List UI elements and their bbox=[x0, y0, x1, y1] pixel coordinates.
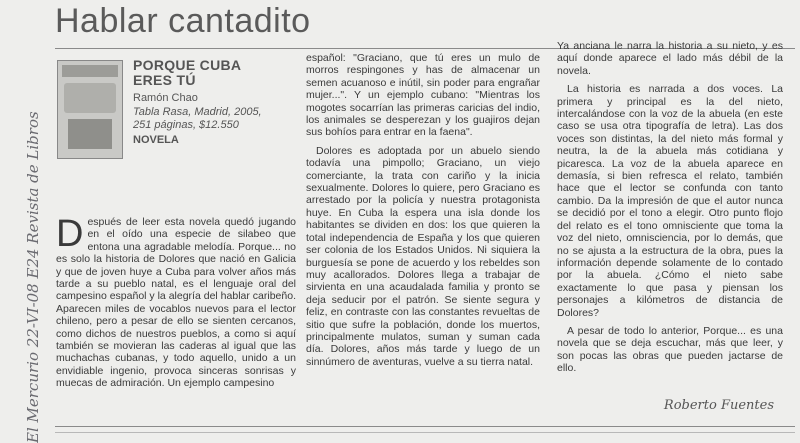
bottom-rule bbox=[55, 426, 795, 427]
book-cover-image bbox=[57, 60, 123, 159]
article-column-3 bbox=[557, 40, 783, 381]
paragraph: Ya anciana le narra la historia a su nieto, y es aquí donde aparece el lado más débil de la novela. bbox=[557, 40, 783, 77]
paragraph: español: "Graciano, que tú eres un mulo de morros respingones y has de almacenar un semen acuanoso e inútil, sin poder para engrañar mujer...". Y un ejemplo cubano: "Mientras los mogotes socarrían las primeras caricias del indio, los animales se desperezan y los guajiros dejan sus bohíos para entrar en la faena". bbox=[306, 52, 540, 139]
author-signature: Roberto Fuentes bbox=[663, 398, 774, 413]
paragraph bbox=[56, 213, 296, 390]
paragraph: A pesar de todo lo anterior, Porque... es una novela que se deja escuchar, más que leer, y son pocas las obras que pueden jactarse de ello. bbox=[557, 324, 783, 375]
paragraph: La historia es narrada a dos voces. La primera y principal es la del nieto, intercalándose con la voz de la abuela (en este caso se usa otra tipografía de letra). Las dos voces son distintas, la del nieto más formal y neutra, la de la abuela más cotidiana y picaresca. La voz de la abuela aparece en demasía, si bien refresca el relato, también hace que el lector se confunda con tanto cambio. Da la impresión de que el autor nunca se decidió por el tono a elegir. Otro punto flojo del relato es el tono omnisciente que toma la voz del nieto, omnisciencia, por lo demás, que no se ajusta a la estructura de la obra, pues la información depende solamente de lo contado por la abuela. ¿Cómo el nieto sabe exactamente lo que pasa y piensan los personajes a kilómetros de distancia de Dolores? bbox=[557, 83, 783, 319]
paragraph: Dolores es adoptada por un abuelo siendo todavía una pimpollo; Graciano, un viejo comerciante, la trata con cariño y la inicia sexualmente. Dolores lo quiere, pero Graciano es arrestado por la policía y nuestra protagonista huye. En Cuba la espera una isla donde los habitantes se dividen en dos: los que quieren la total independencia de España y los que quieren ser colonia de los Estados Unidos. Ni siquiera la burguesía se pone de acuerdo y los rebeldes son muy acallorados. Dolores llega a trabajar de sirvienta en una acaudalada familia y pronto se deja seducir por el patrón. Se siente segura y feliz, en contraste con las constantes revueltas de sitio que sufre la población, donde los muertos, principalmente mulatos, suman y suman cada día. Dolores, años más tarde y luego de un sinnúmero de aventuras, vuelve a su tierra natal. bbox=[306, 144, 540, 368]
drop-cap: D bbox=[56, 213, 84, 255]
paragraph-text: espués de leer esta novela quedó jugando en el oído una especie de silabeo que entona una agradable melodía. Porque... no es solo la historia de Dolores que nació en Galicia y que de joven huye a Cuba para volver años más tarde a su pueblo natal, es el lenguaje oral del campesino español y la alegría del hablar caribeño. Aparecen miles de vocablos nuevos para el lector chileno, pero a pesar de ello se sienten cercanos, como dichos de nuestros pueblos, a como si aquí también se movieran las caderas al igual que las muchachas cubanas, y todo aquello, unido a un envidiable ingenio, provoca sinceras sonrisas y muecas de admiración. Un ejemplo campesino bbox=[56, 216, 296, 390]
book-info bbox=[133, 58, 283, 146]
article-headline: Hablar cantadito bbox=[55, 2, 311, 40]
book-publisher: Tabla Rasa, Madrid, 2005, bbox=[133, 106, 262, 118]
handwritten-annotation: El Mercurio 22-VI-08 E24 Revista de Libros bbox=[24, 111, 42, 443]
book-genre: NOVELA bbox=[133, 134, 179, 146]
article-column-2 bbox=[306, 52, 540, 374]
book-title: PORQUE CUBA ERES TÚ bbox=[133, 57, 241, 88]
book-pages-price: 251 páginas, $12.550 bbox=[133, 119, 239, 131]
bottom-rule-secondary bbox=[55, 432, 795, 433]
book-author: Ramón Chao bbox=[133, 92, 198, 104]
article-column-1 bbox=[56, 213, 296, 396]
